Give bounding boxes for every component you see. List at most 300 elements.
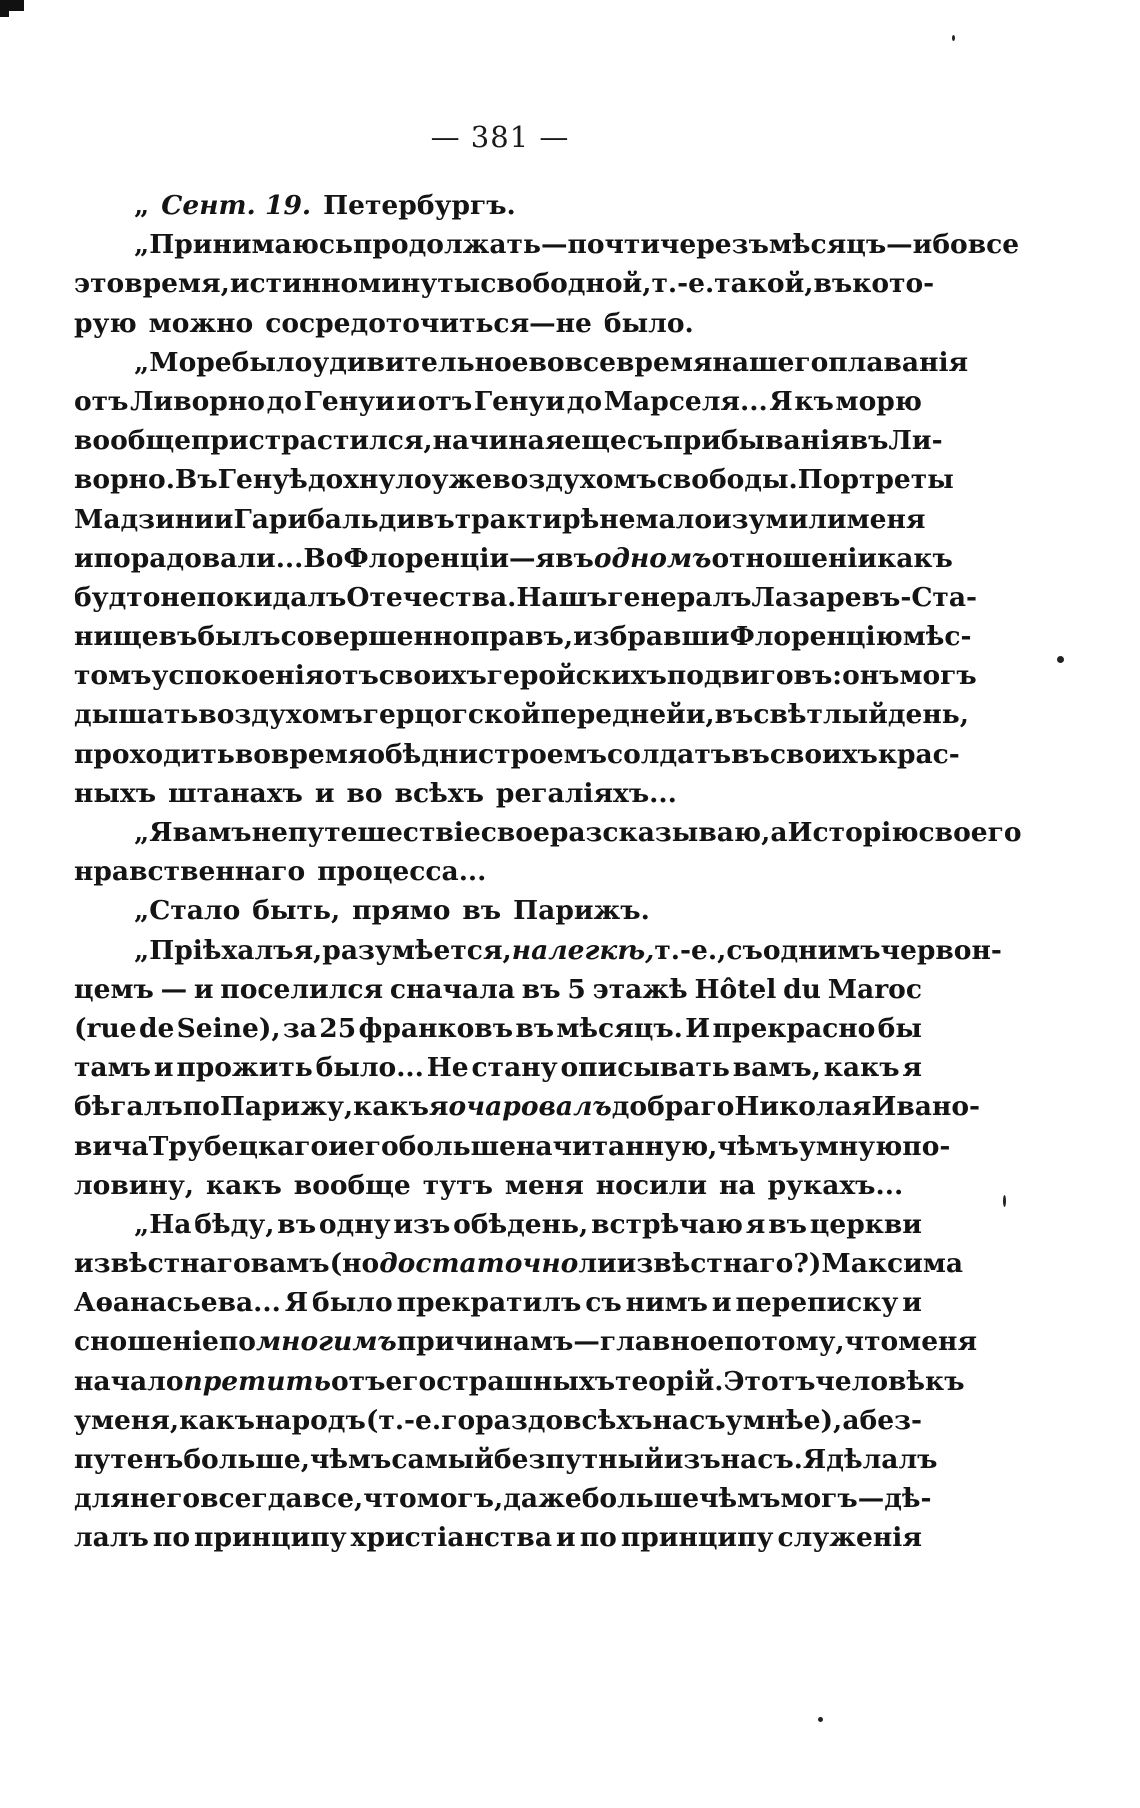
word: минуты <box>358 268 481 300</box>
word: время <box>616 346 713 378</box>
word: причинамъ—главное <box>396 1326 725 1358</box>
word: во <box>234 738 271 770</box>
word: и, <box>685 699 715 731</box>
word: прямо <box>352 895 451 927</box>
word: бѣгалъ <box>74 1091 183 1123</box>
word: и <box>902 1287 922 1319</box>
word: свободы. <box>656 464 798 496</box>
word: съ <box>585 1287 622 1319</box>
word: больше <box>398 1130 517 1162</box>
word: служенія <box>777 1522 922 1554</box>
word: бы <box>877 1012 922 1044</box>
word: въ <box>813 268 853 300</box>
paragraph <box>74 343 977 813</box>
word: отношеніи <box>711 542 878 574</box>
word: без- <box>859 1404 922 1436</box>
word: рукахъ... <box>767 1169 904 1201</box>
word: а <box>770 817 788 848</box>
text-line <box>74 1127 951 1166</box>
word: него <box>129 1483 201 1515</box>
word: штанахъ <box>168 777 303 809</box>
word: было <box>312 1287 393 1319</box>
word: время <box>270 738 368 770</box>
word: по <box>152 1522 190 1554</box>
word: съ <box>626 425 664 457</box>
text-line <box>74 617 972 656</box>
word: дышать <box>74 699 199 731</box>
word: этажѣ <box>592 973 688 1005</box>
word: проходить <box>74 738 235 770</box>
word: Отечества. <box>346 581 517 613</box>
word: во <box>528 346 565 378</box>
word: можно <box>148 307 254 339</box>
word: такой, <box>714 268 814 300</box>
word: подвиговъ: <box>666 660 843 692</box>
word: какъ <box>353 1091 429 1123</box>
word: какъ <box>823 1052 900 1084</box>
word: вича <box>74 1130 149 1162</box>
word: больше, <box>183 1444 310 1475</box>
text-line <box>74 852 922 891</box>
text-line <box>74 500 926 539</box>
word: —почти <box>540 229 661 261</box>
text-line <box>74 774 922 813</box>
word: генералъ <box>607 581 752 613</box>
word: бѣду, <box>194 1208 275 1240</box>
word: въ <box>555 542 594 574</box>
emphasized-word: многимъ <box>255 1326 397 1358</box>
body-text <box>74 186 1022 1558</box>
word: не <box>251 817 288 848</box>
word: все, <box>302 1483 364 1515</box>
word: время, <box>124 268 230 300</box>
word: извѣстнаго <box>74 1248 251 1280</box>
word: въ <box>462 895 502 927</box>
word: начитанную, <box>516 1130 718 1162</box>
word: прибыванія <box>663 425 850 457</box>
emphasized-word: налегкѣ, <box>511 934 655 966</box>
word: избравши <box>573 621 730 653</box>
word: и <box>396 385 417 417</box>
word: Seine), <box>176 1012 281 1044</box>
word: своихъ <box>378 660 487 692</box>
word: больше <box>581 1483 700 1515</box>
word: (т.-е. <box>365 1404 442 1436</box>
word: въ <box>521 973 561 1005</box>
word: совершенно <box>280 621 471 653</box>
word: процесса... <box>317 856 487 888</box>
word: Трубецкаго <box>148 1130 329 1162</box>
word: христіанства <box>350 1522 552 1554</box>
scan-speck <box>818 1717 823 1722</box>
word: изъ <box>663 1444 721 1475</box>
word: однимъ <box>762 934 881 966</box>
word: пристрастился, <box>190 425 433 457</box>
word: Я <box>284 1287 309 1319</box>
word: во <box>346 777 383 809</box>
word: разумѣется, <box>322 934 512 966</box>
word: и <box>74 542 94 574</box>
scan-corner-mark <box>0 0 24 11</box>
word: носили <box>595 1169 707 1201</box>
word: его <box>347 1130 399 1162</box>
page-number: — 381 — <box>430 120 570 154</box>
word: крас- <box>877 738 960 770</box>
word: Я <box>769 385 793 417</box>
word: своего <box>918 817 1022 848</box>
word: по- <box>902 1130 951 1162</box>
word: а <box>842 1404 860 1436</box>
word: отъ <box>324 660 379 692</box>
word: нашего <box>712 346 829 378</box>
word: Въ <box>174 464 218 496</box>
word: принципу <box>620 1522 774 1554</box>
text-line <box>74 735 960 774</box>
word: въ <box>849 425 889 457</box>
word: сначала <box>389 973 516 1005</box>
word: въ <box>731 738 770 770</box>
word: прекратилъ <box>396 1287 582 1319</box>
emphasized-word: достаточно <box>379 1248 579 1280</box>
text-line <box>74 1244 964 1283</box>
word: и <box>711 1287 732 1319</box>
word: не <box>599 503 636 535</box>
word: Генуи <box>303 385 395 417</box>
word: до <box>566 385 603 417</box>
word: ли <box>578 1248 617 1280</box>
word: рую <box>74 307 137 339</box>
word: гораздо <box>441 1404 564 1436</box>
word: всѣхъ <box>563 1404 653 1436</box>
word: все <box>564 346 617 378</box>
text-line <box>74 578 977 617</box>
word: вамъ, <box>732 1052 821 1084</box>
word: 5 <box>567 973 586 1005</box>
word: лалъ <box>74 1522 149 1554</box>
word: воздухомъ <box>198 699 363 731</box>
word: не <box>160 581 197 613</box>
word: Генуѣ <box>217 464 308 496</box>
word: добраго <box>611 1091 735 1123</box>
word: въ <box>415 503 455 535</box>
word: къ <box>794 385 834 417</box>
word: нравственнаго <box>74 856 306 888</box>
word: у <box>74 1404 91 1436</box>
word: меня <box>504 1169 584 1201</box>
word: и <box>213 503 234 535</box>
word: я <box>428 1091 449 1123</box>
text-line <box>74 1479 932 1518</box>
word: могъ—дѣ- <box>780 1483 932 1515</box>
word: какъ <box>877 542 953 574</box>
word: ловину, <box>74 1169 195 1201</box>
word: даже <box>503 1483 582 1515</box>
scan-speck <box>1003 1195 1006 1207</box>
word: сношеніе <box>74 1326 219 1358</box>
word: безпутный <box>493 1444 664 1475</box>
word: воздухомъ <box>492 464 657 496</box>
word: что <box>363 1483 417 1515</box>
word: тутъ <box>422 1169 493 1201</box>
word: Ивано- <box>871 1091 981 1123</box>
text-line <box>74 264 935 303</box>
word: черезъ <box>660 229 769 261</box>
word: меня, <box>91 1404 180 1436</box>
word: было. <box>603 307 694 339</box>
word: отъ <box>330 1365 386 1397</box>
word: и <box>314 777 335 809</box>
word: Нашъ <box>516 581 608 613</box>
word: я <box>745 1208 766 1240</box>
text-line <box>74 1440 938 1479</box>
word: „ <box>134 190 150 221</box>
word: нищевъ <box>74 621 198 653</box>
word: Ливорно <box>130 385 265 417</box>
text-line <box>74 1401 922 1440</box>
word: de <box>138 1012 175 1044</box>
word: Николая <box>734 1091 872 1123</box>
word: чѣмъ <box>717 1130 799 1162</box>
word: онъ <box>842 660 900 692</box>
word: томъ <box>74 660 152 692</box>
word: насъ <box>652 1404 726 1436</box>
text-line <box>74 970 922 1009</box>
text-line <box>74 1322 978 1361</box>
word: Максима <box>821 1248 964 1280</box>
word: (rue <box>74 1012 137 1044</box>
word: мѣсяцъ—ибо <box>768 229 968 261</box>
word: былъ <box>197 621 281 653</box>
word: Ли- <box>888 425 943 457</box>
word: цемъ <box>74 973 154 1005</box>
word: по <box>182 1091 220 1123</box>
word: т.-е. <box>651 268 715 300</box>
text-line <box>74 931 1002 970</box>
word: регаліяхъ... <box>495 777 677 809</box>
word: съ <box>726 934 763 966</box>
word: успокоенія <box>151 660 325 692</box>
word: человѣкъ <box>815 1365 965 1397</box>
paragraph <box>74 186 922 225</box>
word: въ <box>714 699 754 731</box>
word: Парижъ. <box>513 895 650 927</box>
word: мѣсяцъ. <box>556 1012 683 1044</box>
word: (но <box>329 1248 380 1280</box>
word: и <box>153 1052 174 1084</box>
word: трактирѣ <box>454 503 600 535</box>
word: своихъ <box>769 738 878 770</box>
word: Марселя... <box>603 385 768 417</box>
word: всегда <box>200 1483 303 1515</box>
scan-speck <box>1057 656 1064 663</box>
emphasized-word: претить <box>183 1365 331 1397</box>
word: Гарибальди <box>233 503 416 535</box>
emphasized-word: очаровалъ <box>448 1091 612 1123</box>
word: Флоренціи—я <box>343 542 556 574</box>
word: ныхъ <box>74 777 157 809</box>
word: нимъ <box>625 1287 708 1319</box>
word: покидалъ <box>196 581 347 613</box>
word: стану <box>471 1052 558 1084</box>
word: „Стало <box>134 895 241 927</box>
word: встрѣчаю <box>591 1208 743 1240</box>
word: Этотъ <box>723 1365 816 1397</box>
text-line <box>74 1283 922 1322</box>
word: еще <box>564 425 627 457</box>
word: меня <box>898 1326 978 1358</box>
word: обѣдни <box>367 738 479 770</box>
text-line <box>74 1518 922 1557</box>
word: „Пріѣхалъ <box>134 934 294 966</box>
word: было <box>231 346 313 378</box>
word: И <box>685 1012 711 1044</box>
word: Петербургъ. <box>323 190 516 221</box>
text-line <box>74 382 922 421</box>
word: червон- <box>880 934 1002 966</box>
word: вообще <box>293 1169 411 1201</box>
word: Maroc <box>827 973 922 1005</box>
word: Во <box>303 542 344 574</box>
word: мѣс- <box>902 621 972 653</box>
text-line <box>74 1166 922 1205</box>
word: дѣлалъ <box>826 1444 938 1475</box>
word: церкви <box>809 1208 922 1240</box>
word: удивительное <box>312 346 529 378</box>
text-line <box>74 539 953 578</box>
word: герцогской <box>362 699 541 731</box>
word: быть, <box>252 895 341 927</box>
word: страшныхъ <box>436 1365 616 1397</box>
word: въ <box>277 1208 317 1240</box>
word: будто <box>74 581 161 613</box>
word: потому, <box>724 1326 845 1358</box>
word: насъ. <box>720 1444 803 1475</box>
word: одну <box>318 1208 391 1240</box>
word: описывать <box>560 1052 730 1084</box>
word: т.-е., <box>654 934 727 966</box>
word: что <box>844 1326 899 1358</box>
word: строемъ <box>478 738 607 770</box>
word: Не <box>426 1052 469 1084</box>
word: путенъ <box>74 1444 184 1475</box>
text-line <box>74 1009 922 1048</box>
word: извѣстнаго?) <box>616 1248 822 1280</box>
word: кото- <box>852 268 935 300</box>
word: умнѣе), <box>725 1404 843 1436</box>
word: могъ, <box>416 1483 504 1515</box>
scan-speck <box>952 35 955 41</box>
emphasized-word: одномъ <box>593 542 712 574</box>
word: Флоренцію <box>729 621 903 653</box>
word: истинно <box>229 268 359 300</box>
word: „Море <box>134 346 232 378</box>
text-line <box>74 656 977 695</box>
word: свѣтлый <box>753 699 888 731</box>
text-line <box>74 186 922 225</box>
word: умную <box>798 1130 903 1162</box>
text-line <box>74 1048 922 1087</box>
word: тамъ <box>74 1052 151 1084</box>
word: на <box>718 1169 756 1201</box>
word: Аѳанасьева... <box>74 1287 281 1319</box>
word: день, <box>887 699 970 731</box>
word: и <box>193 973 214 1005</box>
word: Лазаревъ-Ста- <box>751 581 977 613</box>
word: франковъ <box>358 1012 514 1044</box>
word: Портреты <box>797 464 954 496</box>
text-line <box>74 421 943 460</box>
word: до <box>266 385 302 417</box>
word: я <box>902 1052 922 1084</box>
word: морю <box>835 385 922 417</box>
paragraph <box>74 891 922 930</box>
word: по <box>579 1522 617 1554</box>
text-line <box>74 891 922 930</box>
paragraph <box>74 813 1022 891</box>
emphasized-word: Сент. 19. <box>161 190 312 221</box>
word: изъ <box>393 1208 451 1240</box>
word: — <box>160 973 188 1005</box>
word: за <box>282 1012 317 1044</box>
word: „Принимаюсь <box>134 229 353 261</box>
paragraph <box>74 225 1020 343</box>
word: уже <box>431 464 493 496</box>
word: теорій. <box>615 1365 724 1397</box>
word: и <box>328 1130 348 1162</box>
word: сосредоточиться—не <box>265 307 592 339</box>
word: солдатъ <box>606 738 732 770</box>
word: самый <box>391 1444 494 1475</box>
word: отъ <box>417 385 473 417</box>
text-line <box>74 225 1020 264</box>
word: въ <box>768 1208 807 1240</box>
word: отъ <box>74 385 129 417</box>
word: передней <box>540 699 686 731</box>
word: порадовали... <box>93 542 304 574</box>
word: плаванія <box>828 346 969 378</box>
word: Я <box>802 1444 827 1475</box>
word: свободной, <box>480 268 652 300</box>
text-line <box>74 1362 965 1401</box>
word: прекрасно <box>712 1012 876 1044</box>
word: какъ <box>206 1169 282 1201</box>
word: какъ <box>179 1404 255 1436</box>
word: разсказываю, <box>549 817 771 848</box>
word: могъ <box>899 660 977 692</box>
word: „Я <box>134 817 173 848</box>
word: du <box>783 973 821 1005</box>
text-line <box>74 1087 981 1126</box>
word: чѣмъ <box>309 1444 392 1475</box>
word: я, <box>293 934 323 966</box>
word: все <box>967 229 1020 261</box>
word: поселился <box>220 973 384 1005</box>
word: прожить <box>176 1052 313 1084</box>
word: дохнуло <box>307 464 432 496</box>
word: 25 <box>319 1012 357 1044</box>
word: народъ <box>255 1404 366 1436</box>
word: Исторію <box>787 817 919 848</box>
word: это <box>74 268 125 300</box>
text-line <box>74 813 1022 852</box>
word: начиная <box>432 425 565 457</box>
paragraph <box>74 931 1002 1205</box>
word: Hôtel <box>694 973 777 1005</box>
word: переписку <box>735 1287 899 1319</box>
word: вообще <box>74 425 191 457</box>
word: было... <box>315 1052 424 1084</box>
word: меня <box>846 503 926 535</box>
